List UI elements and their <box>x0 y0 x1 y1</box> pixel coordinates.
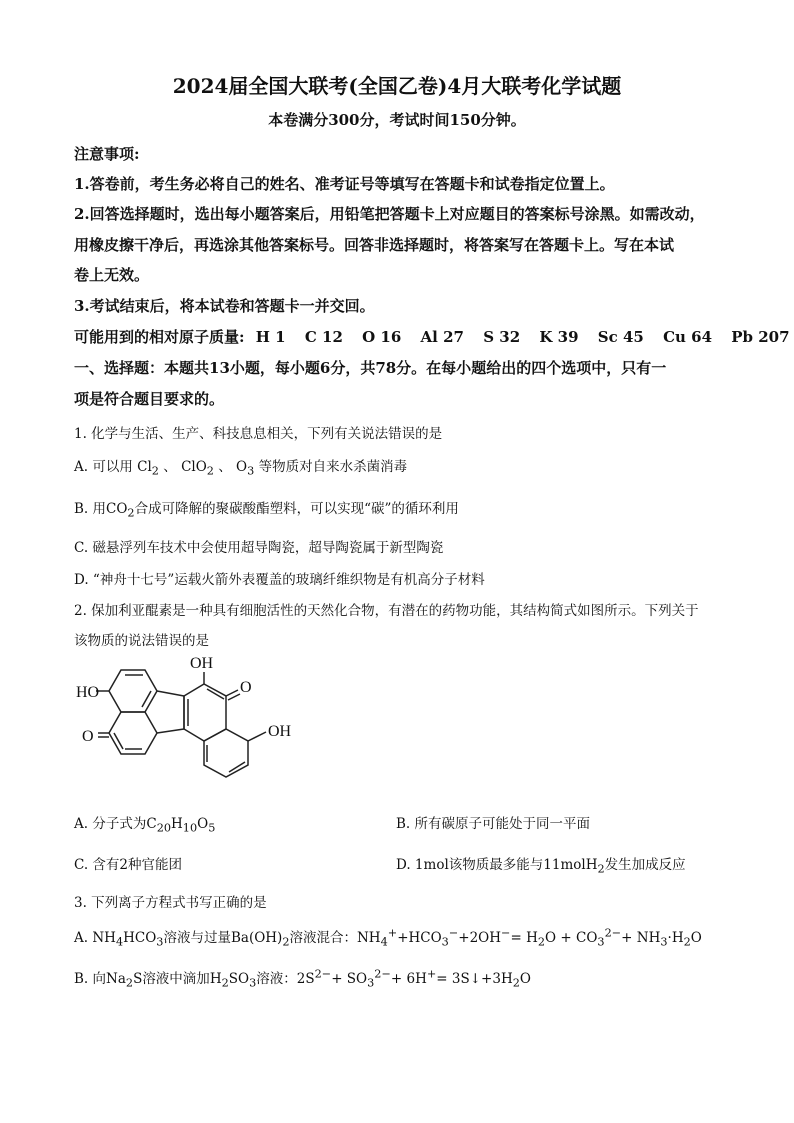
mass-h: H 1 <box>255 328 286 346</box>
formula-sub: 4 <box>115 935 124 949</box>
option-b-text-end: 合成可降解的聚碳酸酯塑料，可以实现“碳”的循环利用 <box>134 501 459 517</box>
formula-part: SO <box>228 971 250 987</box>
formula-sub: 2 <box>683 935 691 949</box>
formula-sub: 3 <box>249 976 257 990</box>
equation-part: O <box>519 971 531 987</box>
formula-part: NH <box>92 930 116 946</box>
formula-sub: 3 <box>660 935 668 949</box>
question-1-option-d: D. “神舟十七号”运载火箭外表覆盖的玻璃纤维织物是有机高分子材料 <box>74 572 485 588</box>
option-b-label: B. 向 <box>74 971 107 987</box>
charge-sup: + <box>426 967 437 981</box>
question-2-option-c: C. 含有2种官能团 <box>74 857 183 873</box>
formula-part: H <box>209 971 222 987</box>
question-3-option-b <box>74 967 531 990</box>
formula-c: C <box>146 816 157 832</box>
equation-part: +2OH <box>458 930 502 946</box>
equation-part: 2S <box>296 971 315 987</box>
label-oh-right: OH <box>268 723 292 740</box>
formula-o3: O <box>236 459 248 475</box>
formula-sub: 2 <box>597 862 605 876</box>
option-b-text: 溶液中滴加 <box>142 971 210 987</box>
option-b-text: 溶液： <box>256 971 297 987</box>
formula-sub: 2 <box>282 935 290 949</box>
question-1-option-b <box>74 497 459 520</box>
mass-cu: Cu 64 <box>663 328 713 346</box>
section-1-line-1: 一、选择题：本题共13小题，每小题6分，共78分。在每小题给出的四个选项中，只有一 <box>74 359 667 377</box>
atomic-masses-label: 可能用到的相对原子质量: <box>74 328 245 346</box>
note-item-3: 3.考试结束后，将本试卷和答题卡一并交回。 <box>74 297 375 315</box>
formula-sub: 3 <box>367 976 375 990</box>
equation-part: O <box>690 930 702 946</box>
formula-sub: 2 <box>125 976 134 990</box>
charge-sup: 2− <box>314 967 332 981</box>
formula-sub: 4 <box>380 935 388 949</box>
notes-heading: 注意事项: <box>74 145 140 163</box>
charge-sup: − <box>448 926 459 940</box>
option-a-text-end: 等物质对自来水杀菌消毒 <box>258 459 408 475</box>
formula-sub: 2 <box>206 464 214 478</box>
note-item-2-line-3: 卷上无效。 <box>74 266 150 284</box>
mass-pb: Pb 207 <box>731 328 790 346</box>
separator: 、 <box>163 459 177 475</box>
page-title: 2024届全国大联考(全国乙卷)4月大联考化学试题 <box>172 74 622 98</box>
chemical-structure <box>74 652 334 792</box>
option-a-text: 溶液与过量Ba <box>163 930 249 946</box>
option-a-text: A. 可以用 <box>74 459 133 475</box>
equation-part: + SO <box>331 971 368 987</box>
formula-part: Na <box>106 971 126 987</box>
formula-sub: 3 <box>441 935 449 949</box>
formula-sub: 5 <box>208 821 216 835</box>
question-2-stem-line-2: 该物质的说法错误的是 <box>74 633 209 649</box>
equation-part: O + CO <box>545 930 598 946</box>
mass-sc: Sc 45 <box>597 328 644 346</box>
formula-sub: 3 <box>156 935 164 949</box>
formula-co2: CO <box>106 501 128 517</box>
label-oh-top: OH <box>190 655 214 672</box>
option-a-label: A. <box>74 930 89 946</box>
formula-sub: 10 <box>182 821 198 835</box>
formula-part: (OH) <box>248 930 283 946</box>
equation-part: = H <box>510 930 538 946</box>
option-d-text: D. 1mol该物质最多能与11mol <box>396 857 586 873</box>
mass-c: C 12 <box>304 328 343 346</box>
question-2-stem-line-1: 2. 保加利亚醌素是一种具有细胞活性的天然化合物，有潜在的药物功能，其结构简式如图所示。下列关于 <box>74 603 699 619</box>
option-a-text: 溶液混合： <box>289 930 357 946</box>
formula-sub: 3 <box>247 464 255 478</box>
formula-clo2: ClO <box>181 459 207 475</box>
note-item-2-line-2: 用橡皮擦干净后，再选涂其他答案标号。回答非选择题时，将答案写在答题卡上。写在本试 <box>74 236 675 254</box>
question-3-option-a <box>74 926 702 949</box>
equation-part: = 3S↓+3H <box>436 971 513 987</box>
question-1-stem: 1. 化学与生活、生产、科技息息相关，下列有关说法错误的是 <box>74 426 443 442</box>
exam-info: 本卷满分300分，考试时间150分钟。 <box>268 111 526 129</box>
formula-sub: 2 <box>537 935 546 949</box>
charge-sup: − <box>501 926 511 940</box>
question-1-option-a <box>74 455 407 478</box>
mass-k: K 39 <box>539 328 579 346</box>
mass-o: O 16 <box>362 328 402 346</box>
question-3-stem: 3. 下列离子方程式书写正确的是 <box>74 895 267 911</box>
note-item-2-line-1: 2.回答选择题时，选出每小题答案后，用铅笔把答题卡上对应题目的答案标号涂黑。如需改动， <box>74 205 705 223</box>
equation-part: + 6H <box>390 971 427 987</box>
formula-o: O <box>197 816 209 832</box>
question-2-option-d <box>396 853 686 876</box>
question-2-option-a <box>74 812 215 835</box>
equation-part: + NH <box>621 930 661 946</box>
formula-sub: 2 <box>221 976 229 990</box>
formula-sub: 2 <box>127 506 135 520</box>
formula-sub: 2 <box>151 464 159 478</box>
separator: 、 <box>218 459 232 475</box>
label-o-right: O <box>240 679 252 696</box>
formula-part: S <box>133 971 143 987</box>
formula-h: H <box>171 816 183 832</box>
option-d-text-end: 发生加成反应 <box>604 857 686 873</box>
equation-part: +HCO <box>397 930 442 946</box>
charge-sup: 2− <box>604 926 622 940</box>
section-1-line-2: 项是符合题目要求的。 <box>74 390 225 408</box>
question-1-option-c: C. 磁悬浮列车技术中会使用超导陶瓷，超导陶瓷属于新型陶瓷 <box>74 540 444 556</box>
formula-h2: H <box>585 857 598 873</box>
question-2-option-b: B. 所有碳原子可能处于同一平面 <box>396 816 591 832</box>
equation-part: ·H <box>667 930 684 946</box>
note-item-1: 1.答卷前，考生务必将自己的姓名、准考证号等填写在答题卡和试卷指定位置上。 <box>74 175 615 193</box>
option-a-text: A. 分子式为 <box>74 816 147 832</box>
label-o-left: O <box>82 728 94 745</box>
mass-s: S 32 <box>483 328 521 346</box>
formula-sub: 2 <box>512 976 520 990</box>
mass-al: Al 27 <box>420 328 464 346</box>
equation-part: NH <box>356 930 381 946</box>
option-b-text: B. 用 <box>74 501 107 517</box>
formula-part: HCO <box>123 930 157 946</box>
formula-cl2: Cl <box>137 459 152 475</box>
atomic-masses <box>74 326 794 347</box>
charge-sup: 2− <box>374 967 391 981</box>
formula-sub: 20 <box>156 821 172 835</box>
charge-sup: + <box>387 926 398 940</box>
label-ho-left: HO <box>76 684 100 701</box>
formula-sub: 3 <box>597 935 605 949</box>
